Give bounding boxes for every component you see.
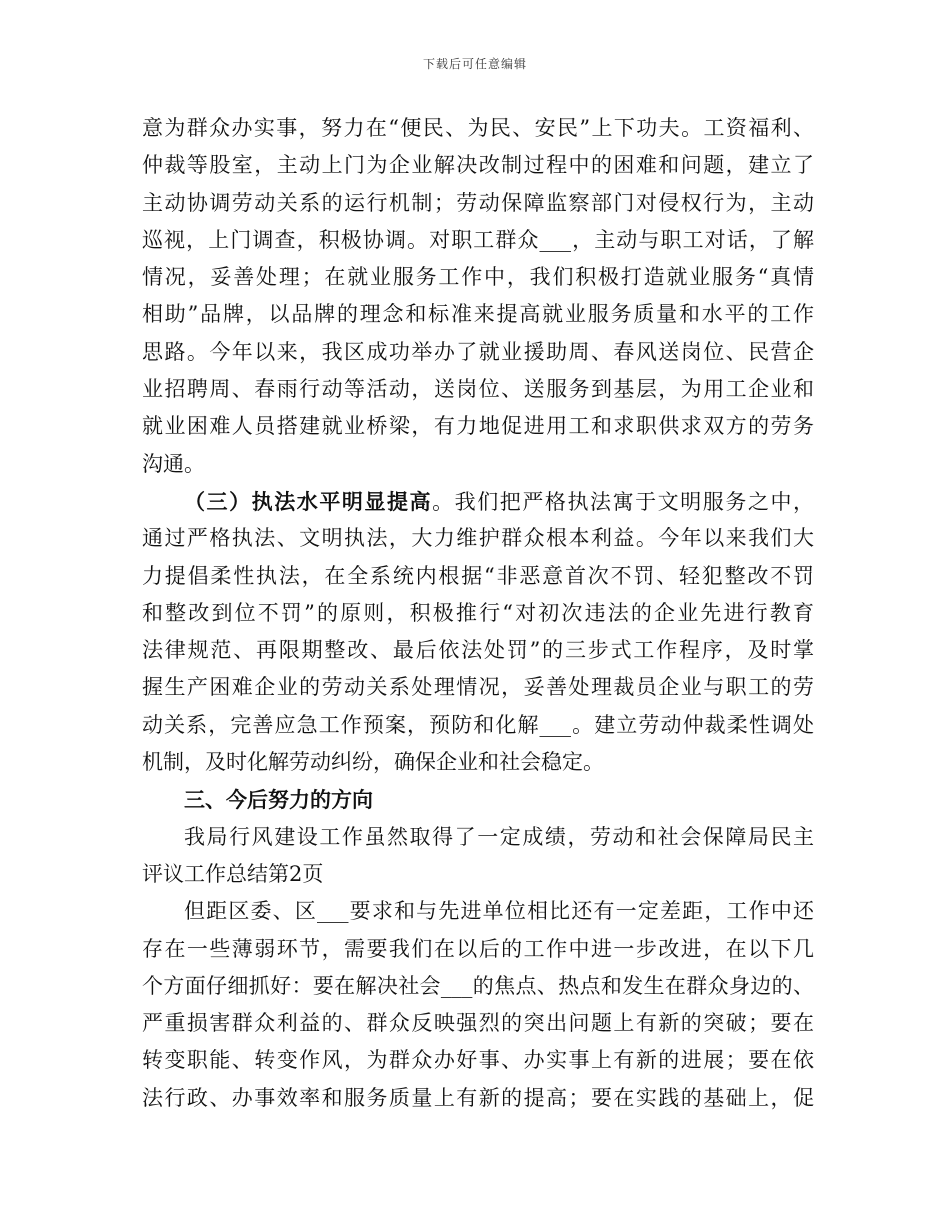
line-text: 业招聘周、春雨行动等活动，送岗位、送服务到基层，为用工企业和 bbox=[142, 377, 814, 402]
text-line bbox=[142, 968, 814, 1005]
text-line bbox=[142, 185, 814, 222]
line-text: 通过严格执法、文明执法，大力维护群众根本利益。今年以来我们大 bbox=[142, 526, 814, 551]
line-text: 转变职能、转变作风，为群众办好事、办实事上有新的进展；要在依 bbox=[142, 1048, 814, 1073]
text-line bbox=[142, 296, 814, 333]
text-line bbox=[142, 931, 814, 968]
text-line bbox=[142, 819, 814, 856]
page-header: 下载后可任意编辑 bbox=[422, 57, 527, 71]
text-line bbox=[142, 1042, 814, 1079]
line-text: 和整改到位不罚”的原则，积极推行“对初次违法的企业先进行教育 bbox=[142, 600, 814, 625]
document-body bbox=[142, 110, 814, 1117]
line-text: 动关系，完善应急工作预案，预防和化解___。建立劳动仲裁柔性调处 bbox=[142, 712, 814, 737]
line-text: 存在一些薄弱环节，需要我们在以后的工作中进一步改进，在以下几 bbox=[142, 936, 814, 961]
text-line bbox=[142, 856, 814, 893]
line-text: 我局行风建设工作虽然取得了一定成绩，劳动和社会保障局民主 bbox=[184, 824, 814, 849]
text-line bbox=[142, 259, 814, 296]
line-text: 意为群众办实事，努力在“便民、为民、安民”上下功夫。工资福利、 bbox=[142, 116, 814, 140]
text-line bbox=[142, 558, 814, 595]
line-text: 个方面仔细抓好：要在解决社会___的焦点、热点和发生在群众身边的、 bbox=[142, 973, 814, 998]
line-text: 沟通。 bbox=[142, 451, 205, 476]
line-text: 握生产困难企业的劳动关系处理情况，妥善处理裁员企业与职工的劳 bbox=[142, 675, 814, 700]
section-heading: 三、今后努力的方向 bbox=[184, 787, 373, 813]
line-text: 机制，及时化解劳动纠纷，确保企业和社会稳定。 bbox=[142, 750, 604, 775]
text-line bbox=[142, 483, 814, 520]
text-line bbox=[142, 371, 814, 408]
text-line bbox=[142, 707, 814, 744]
text-line bbox=[142, 893, 814, 930]
line-text: 。我们把严格执法寓于文明服务之中， bbox=[432, 489, 814, 514]
text-line bbox=[142, 408, 814, 445]
line-text: 力提倡柔性执法，在全系统内根据“非恶意首次不罚、轻犯整改不罚 bbox=[142, 563, 814, 588]
text-line bbox=[142, 595, 814, 632]
text-line bbox=[142, 147, 814, 184]
text-line bbox=[142, 669, 814, 706]
text-line bbox=[142, 1080, 814, 1117]
text-line bbox=[142, 222, 814, 259]
text-line bbox=[142, 781, 814, 818]
text-line bbox=[142, 446, 814, 483]
line-text: 就业困难人员搭建就业桥梁，有力地促进用工和求职供求双方的劳务 bbox=[142, 414, 814, 439]
text-line bbox=[142, 632, 814, 669]
line-text: 严重损害群众利益的、群众反映强烈的突出问题上有新的突破；要在 bbox=[142, 1011, 814, 1036]
line-text: 巡视，上门调查，积极协调。对职工群众___，主动与职工对话，了解 bbox=[142, 227, 814, 252]
text-line bbox=[142, 334, 814, 371]
line-text: 但距区委、区___要求和与先进单位相比还有一定差距，工作中还 bbox=[184, 899, 814, 924]
line-text: 评议工作总结第2页 bbox=[142, 861, 324, 886]
line-text: 情况，妥善处理；在就业服务工作中，我们积极打造就业服务“真情 bbox=[142, 265, 814, 290]
line-text: 法律规范、再限期整改、最后依法处罚”的三步式工作程序，及时掌 bbox=[142, 638, 814, 663]
text-line bbox=[142, 110, 814, 147]
line-text: 思路。今年以来，我区成功举办了就业援助周、春风送岗位、民营企 bbox=[142, 339, 814, 364]
text-line bbox=[142, 744, 814, 781]
line-text: 主动协调劳动关系的运行机制；劳动保障监察部门对侵权行为，主动 bbox=[142, 190, 814, 215]
line-text: 仲裁等股室，主动上门为企业解决改制过程中的困难和问题，建立了 bbox=[142, 153, 814, 178]
section-heading: （三）执法水平明显提高 bbox=[184, 488, 433, 514]
line-text: 相助”品牌，以品牌的理念和标准来提高就业服务质量和水平的工作 bbox=[142, 302, 814, 327]
line-text: 法行政、办事效率和服务质量上有新的提高；要在实践的基础上，促 bbox=[142, 1085, 814, 1110]
text-line bbox=[142, 520, 814, 557]
text-line bbox=[142, 1005, 814, 1042]
